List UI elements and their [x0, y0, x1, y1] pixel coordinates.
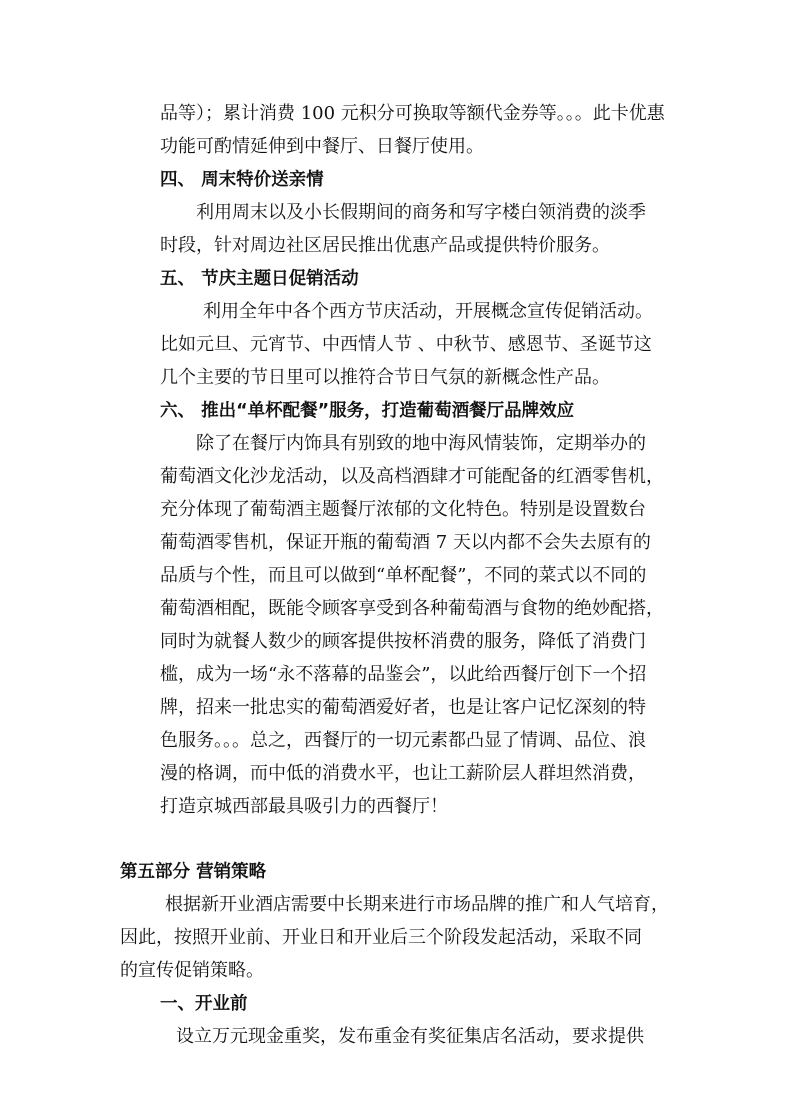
paragraph-line: 除了在餐厅内饰具有别致的地中海风情装饰，定期举办的 — [196, 433, 646, 454]
paragraph-line: 槛，成为一场“永不落幕的品鉴会”，以此给西餐厅创下一个招 — [160, 664, 647, 685]
section-heading: 六、 推出“单杯配餐”服务，打造葡萄酒餐厅品牌效应 — [160, 401, 575, 421]
paragraph-line: 打造京城西部最具吸引力的西餐厅！ — [160, 796, 448, 817]
paragraph-line: 同时为就餐人数少的顾客提供按杯消费的服务，降低了消费门 — [160, 631, 646, 652]
paragraph-line: 几个主要的节日里可以推符合节日气氛的新概念性产品。 — [160, 367, 610, 388]
paragraph-line: 品质与个性，而且可以做到“单杯配餐”，不同的菜式以不同的 — [160, 565, 647, 586]
section-heading: 一、开业前 — [160, 994, 248, 1014]
paragraph-line: 因此，按照开业前、开业日和开业后三个阶段发起活动，采取不同 — [120, 927, 642, 948]
paragraph-line: 时段，针对周边社区居民推出优惠产品或提供特价服务。 — [160, 235, 610, 256]
paragraph-line: 的宣传促销策略。 — [120, 960, 264, 981]
section-heading: 四、 周末特价送亲情 — [160, 170, 324, 190]
paragraph-line: 葡萄酒零售机，保证开瓶的葡萄酒 7 天以内都不会失去原有的 — [160, 532, 651, 553]
paragraph-line: 葡萄酒相配，既能令顾客享受到各种葡萄酒与食物的绝妙配搭， — [160, 598, 664, 619]
paragraph-line: 根据新开业酒店需要中长期来进行市场品牌的推广和人气培育， — [165, 894, 669, 915]
paragraph-line: 利用全年中各个西方节庆活动，开展概念宣传促销活动。 — [203, 301, 653, 322]
paragraph-line: 利用周末以及小长假期间的商务和写字楼白领消费的淡季 — [196, 202, 646, 223]
paragraph-line: 充分体现了葡萄酒主题餐厅浓郁的文化特色。特别是设置数台 — [160, 499, 646, 520]
paragraph-line: 设立万元现金重奖，发布重金有奖征集店名活动，要求提供 — [176, 1026, 644, 1047]
paragraph-line: 牌，招来一批忠实的葡萄酒爱好者，也是让客户记忆深刻的特 — [160, 697, 646, 718]
paragraph-line: 功能可酌情延伸到中餐厅、日餐厅使用。 — [160, 136, 484, 157]
paragraph-line: 品等）；累计消费 100 元积分可换取等额代金券等。。。此卡优惠 — [160, 103, 665, 124]
paragraph-line: 比如元旦、元宵节、中西情人节 、中秋节、感恩节、圣诞节这 — [160, 334, 652, 355]
section-heading: 五、 节庆主题日促销活动 — [160, 269, 359, 289]
part-heading: 第五部分 营销策略 — [120, 862, 267, 882]
paragraph-line: 色服务。。。总之，西餐厅的一切元素都凸显了情调、品位、浪 — [160, 730, 646, 751]
paragraph-line: 葡萄酒文化沙龙活动，以及高档酒肆才可能配备的红酒零售机， — [160, 466, 664, 487]
paragraph-line: 漫的格调，而中低的消费水平，也让工薪阶层人群坦然消费， — [160, 763, 646, 784]
